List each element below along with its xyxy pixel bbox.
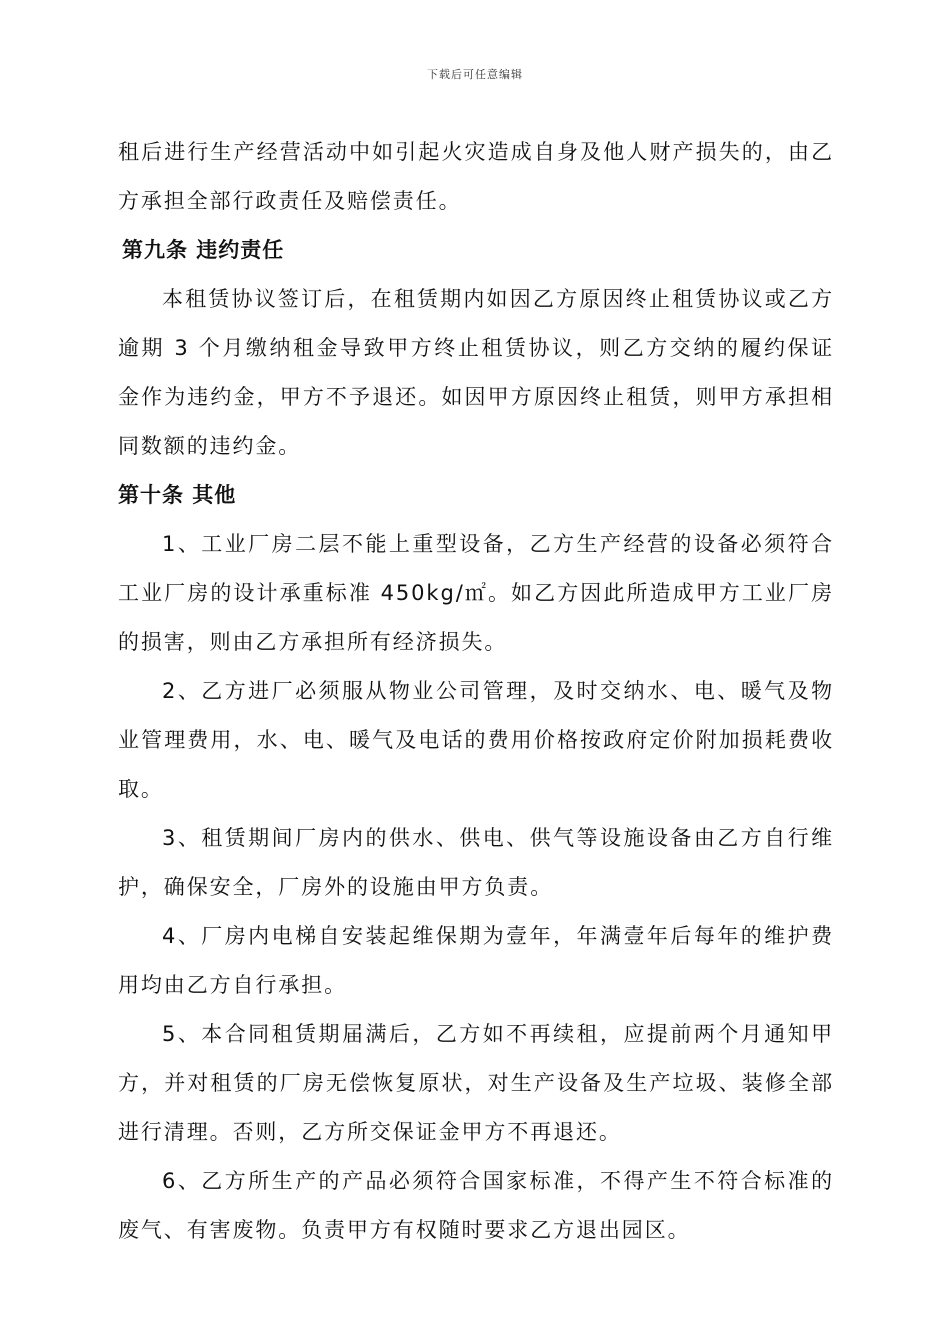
list-item-1: 1、工业厂房二层不能上重型设备，乙方生产经营的设备必须符合工业厂房的设计承重标准 450kg/㎡。如乙方因此所造成甲方工业厂房的损害，则由乙方承担所有经济损失。 [118,532,834,654]
article-10-heading: 第十条 其他 [118,483,237,507]
article-9-heading: 第九条 违约责任 [122,238,285,262]
paragraph-breach-liability: 本租赁协议签订后，在租赁期内如因乙方原因终止租赁协议或乙方逾期 3 个月缴纳租金导致甲方终止租赁协议，则乙方交纳的履约保证金作为违约金，甲方不予退还。如因甲方原因终止租赁，则甲方承担相同数额的违约金。 [118,287,834,458]
list-item-5: 5、本合同租赁期届满后，乙方如不再续租，应提前两个月通知甲方，并对租赁的厂房无偿恢复原状，对生产设备及生产垃圾、装修全部进行清理。否则，乙方所交保证金甲方不再退还。 [118,1022,834,1144]
document-body [118,128,834,1255]
list-item-6: 6、乙方所生产的产品必须符合国家标准，不得产生不符合标准的废气、有害废物。负责甲方有权随时要求乙方退出园区。 [118,1169,834,1242]
list-item-4: 4、厂房内电梯自安装起维保期为壹年，年满壹年后每年的维护费用均由乙方自行承担。 [118,924,834,997]
list-item-3: 3、租赁期间厂房内的供水、供电、供气等设施设备由乙方自行维护，确保安全，厂房外的设施由甲方负责。 [118,826,834,899]
header-note: 下载后可任意编辑 [427,68,523,81]
list-item-2: 2、乙方进厂必须服从物业公司管理，及时交纳水、电、暖气及物业管理费用，水、电、暖气及电话的费用价格按政府定价附加损耗费收取。 [118,679,834,801]
paragraph-fire-liability: 租后进行生产经营活动中如引起火灾造成自身及他人财产损失的，由乙方承担全部行政责任及赔偿责任。 [118,140,834,213]
